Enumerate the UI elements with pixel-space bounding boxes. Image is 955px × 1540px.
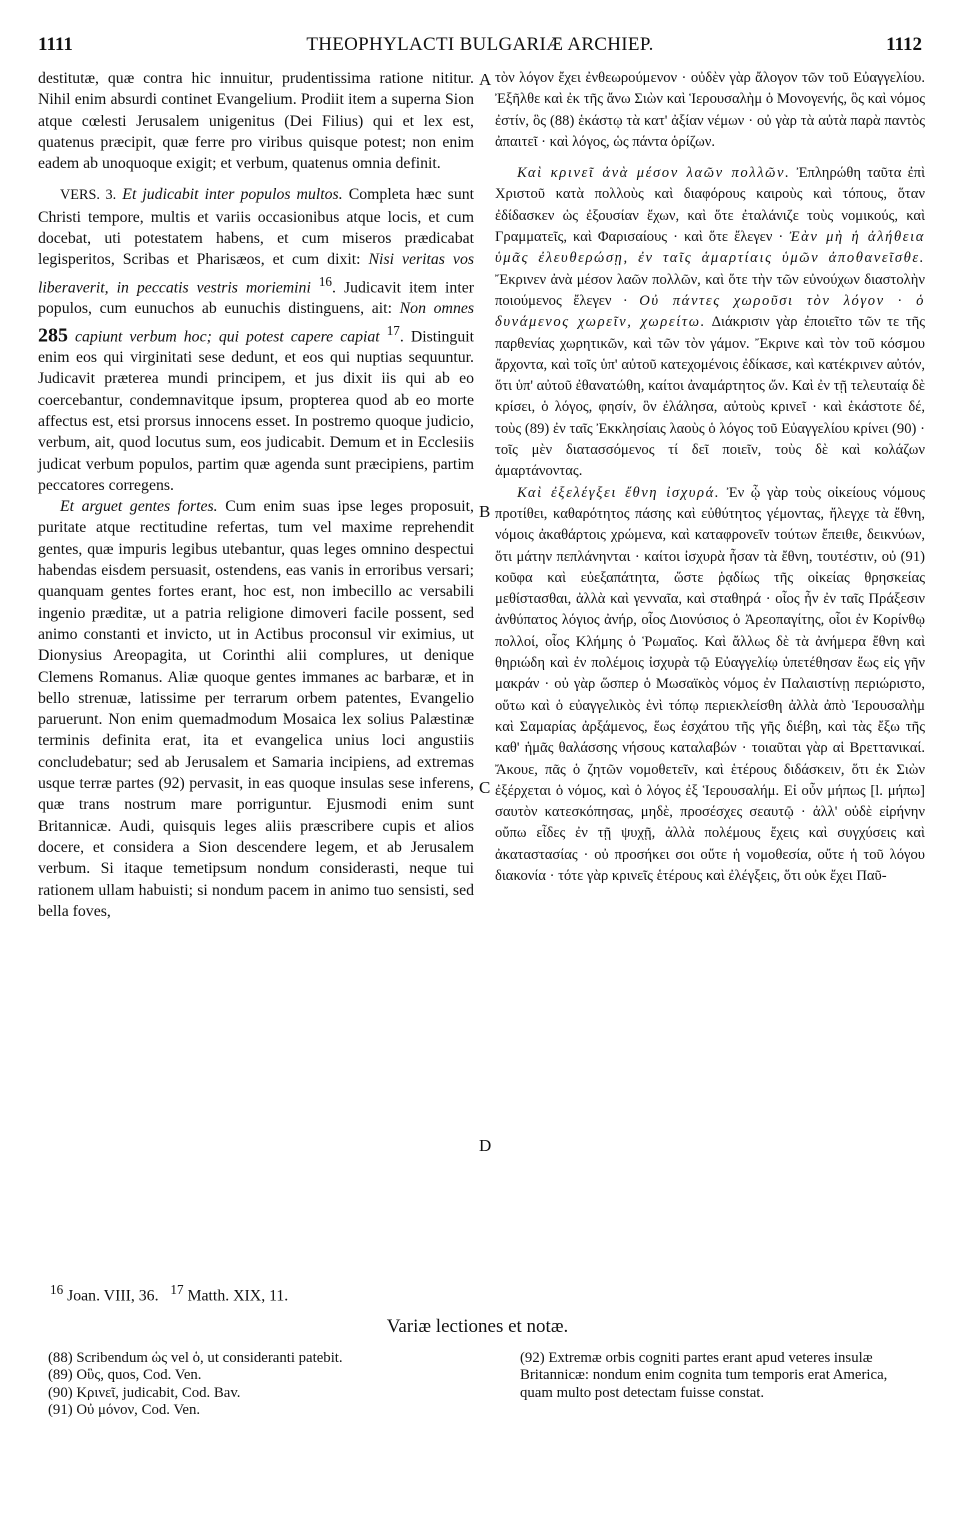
greek-quote-1: Ἐὰν μὴ ἡ ἀλήθεια ὑμᾶς ἐλευθερώσῃ, ἐν ταῖς ἁμαρτίαις ὑμῶν ἀποθανεῖσθε.: [495, 229, 925, 267]
right-column-number: 1112: [886, 34, 922, 55]
variae-note: (92) Extremæ orbis cogniti partes erant apud veteres insulæ Britannicæ: nondum enim cognita tum temporis erat America, quam multo post detectam fuisse constat.: [520, 1350, 888, 1401]
margin-letter-d: D: [479, 1136, 492, 1155]
column-marker: 285: [38, 323, 68, 346]
left-column-number: 1111: [38, 34, 73, 55]
variae-note: (91) Οὐ μόνον, Cod. Ven.: [48, 1402, 201, 1419]
latin-lemma-2: Et arguet gentes fortes.: [60, 498, 218, 516]
latin-quote-2: capiunt verbum hoc; qui potest capere capiat: [75, 327, 380, 345]
greek-lemma-2: Καὶ ἐξελέγξει ἔθνη ἰσχυρά.: [517, 484, 721, 501]
page-header: [38, 34, 922, 62]
margin-letter-a: A: [479, 70, 492, 89]
variae-right: [520, 1350, 920, 1402]
running-title: THEOPHYLACTI BULGARIÆ ARCHIEP.: [306, 34, 654, 55]
footnote-text: Joan. VIII, 36.: [67, 1287, 159, 1305]
greek-column: [495, 68, 925, 887]
footnote-text: Matth. XIX, 11.: [187, 1287, 289, 1305]
footnote-num: 16: [50, 1282, 64, 1297]
variae-note: (88) Scribendum ὡς vel ὁ, ut consideranti patebit.: [48, 1350, 343, 1366]
latin-quote-1: Nisi veritas vos liberaverit, in peccatis vestris moriemini: [38, 251, 474, 296]
variae-title: Variæ lectiones et notæ.: [386, 1316, 569, 1337]
greek-lemma-1: Καὶ κρινεῖ ἀνὰ μέσον λαῶν πολλῶν.: [517, 165, 791, 182]
footnotes: [50, 1282, 470, 1305]
variae-left: [48, 1350, 468, 1420]
margin-letter-b: B: [479, 502, 491, 521]
greek-quote-2: Οὐ πάντες χωροῦσι τὸν λόγον · ὁ δυνάμενος χωρεῖν, χωρείτω.: [495, 292, 925, 331]
verse-number: VERS. 3.: [60, 187, 117, 204]
latin-lemma-1: Et judicabit inter populos multos.: [122, 186, 343, 204]
latin-column: [38, 68, 474, 922]
footnote-ref-16: 16: [318, 273, 332, 289]
latin-paragraph-3: Et arguet gentes fortes. Cum enim suas ipse leges proposuit, puritate atque rectitudine refertas, tum vel maxime reprehendit gentes, quæ impuris legibus utebantur, quas leges omnino despectui habendas eisdem persuasit, ostendens, eas vanis in erroribus versari; quanquam gentes fortes erant, hoc est, non imbecillo ac versabili ingenio præditæ, ut a patria religione dimoveri facile possent, sed animo constanti et invicto, ut in Actibus proconsul vir eximius, ut Dionysius Areopagita, ut Corinthi alii complures, ut denique Clemens Romanus. Aliæ quoque gentes immanes ac barbaræ, et in bello strenuæ, latissime per terrarum orbem patentes, Evangelio paruerunt. Non enim quemadmodum Mosaica lex solius Palæstinæ terminis definita erat, ita et evangelica unius loci angustiis concludebatur; sed ab Jerusalem et Samaria incipiens, ad extremas usque terræ partes (92) pervasit, in eas quoque insulas sese inferens, quæ trans nostrum mare porriguntur. Ejusmodi enim sunt Britannicæ. Audi, quisquis leges aliis præscribere cupis et alios docere, et considera a Sion descendere legem, et ab Jerusalem verbum. Si itaque temetipsum nondum considerasti, neque tui rationem ullam habuisti; si nondum pacem in animo tuo sensisti, sed bella foves,: [38, 498, 474, 920]
greek-paragraph-2: Καὶ κρινεῖ ἀνὰ μέσον λαῶν πολλῶν. Ἐπληρώθη ταῦτα ἐπὶ Χριστοῦ κατὰ πολλοὺς καὶ διαφόρους καιροὺς καὶ τόπους, ὅταν ἐδίδασκεν ὡς ἐξουσίαν ἔχων, καὶ ὅτε ἐταλάνιζε τοὺς νομικούς, καὶ Γραμματεῖς, καὶ Φαρισαίους · καὶ ὅτε ἔλεγεν · Ἐὰν μὴ ἡ ἀλήθεια ὑμᾶς ἐλευθερώσῃ, ἐν ταῖς ἁμαρτίαις ὑμῶν ἀποθανεῖσθε. Ἔκρινεν ἀνὰ μέσον λαῶν πολλῶν, καὶ ὅτε τὴν τῶν εὐνούχων διαστολὴν ποιούμενος ἔλεγεν · Οὐ πάντες χωροῦσι τὸν λόγον · ὁ δυνάμενος χωρεῖν, χωρείτω. Διάκρισιν γὰρ ἐποιεῖτο τῶν τε τῆς παρθενίας χωρητικῶν, καὶ τῶν τὸν γάμον. Ἔκρινε καὶ τὸν τοῦ κόσμου ἄρχοντα, καὶ τοῖς ὑπ' αὐτοῦ κατεχομένοις ἐδίκασε, καὶ κατέκρινεν αὐτόν, ὅτι ὑπ' αὐτοῦ ἐθανατώθη, καίτοι ἀναμάρτητος ὤν. Καὶ ἐν τῇ τελευταίᾳ δὲ κρίσει, ὁ λόγος, φησίν, ὃν ἐλάλησα, αὐτοὺς κρινεῖ · καὶ ἑκάστοτε δέ, τοὺς (89) ἐν ταῖς Ἐκκλησίαις λαοὺς ὁ λόγος τοῦ Εὐαγγελίου κρίνει (90) · τοῖς μὲν διατασσόμενος τί δεῖ ποιεῖν, τοὺς δὲ καὶ κολάζων ἁμαρτάνοντας.: [495, 165, 926, 480]
margin-letter-c: C: [479, 778, 491, 797]
latin-paragraph-1: destitutæ, quæ contra hic innuitur, prudentissima ratione nititur. Nihil enim absurdi continet Evangelium. Prodiit item a superna Sion atque cœlesti Jerusalem unigenitus (Dei Filius) qui et lex est, quatenus præcipit, quæ ferre pro viribus quisque potest; non enim eadem ab unoquoque exigit; et verbum, quatenus omnia definit.: [38, 70, 474, 173]
greek-paragraph-1: τὸν λόγον ἔχει ἐνθεωρούμενον · οὐδὲν γὰρ ἄλογον τῶν τοῦ Εὐαγγελίου. Ἐξῆλθε καὶ ἐκ τῆς ἄνω Σιὼν καὶ Ἱερουσαλὴμ ὁ Μονογενής, ὃς καὶ νόμος ἐστίν, ὃς (88) ἑκάστῳ τὰ κατ' ἀξίαν νέμων · οὐ γὰρ τὰ αὐτὰ παρὰ παντὸς ἀπαιτεῖ · καὶ λόγος, ὡς πάντα ὁρίζων.: [495, 70, 925, 150]
greek-paragraph-3: Καὶ ἐξελέγξει ἔθνη ἰσχυρά. Ἐν ᾧ γὰρ τοὺς οἰκείους νόμους προτίθει, καθαρότητος πάσης καὶ εὐθύτητος γέμοντας, ἤλεγχε τὰ ἔθνη, νόμοις ἀκαθάρτοις χρώμενα, καὶ καταφρονεῖν τούτων ἔπειθε, δεικνύων, ὅτι μάτην πεπλάνηνται · καίτοι ἰσχυρὰ ἦσαν τὰ ἔθνη, τουτέστιν, οὐ (91) κοῦφα καὶ εὐεξαπάτητα, ὥστε ῥᾳδίως τῆς οἰκείας θρησκείας μεθίστασθαι, ἀλλὰ καὶ γενναῖα, καὶ σταθηρά · οἷος ἦν ἐν ταῖς Πράξεσιν ἀνθύπατος λόγιος ἀνήρ, οἷος Διονύσιος ὁ Ἀρεοπαγίτης, οἷοι ἐν Κορίνθῳ πολλοί, οἷος Κλήμης ὁ Ῥωμαῖος. Καὶ ἄλλως δὲ τὰ ἀνήμερα ἔθνη καὶ θηριώδη καὶ ἐν πολέμοις ἰσχυρὰ τῷ Εὐαγγελίῳ ὑπετέθησαν ἕως εἰς γῆν μακράν · οὐ γὰρ ὥσπερ ὁ Μωσαϊκὸς νόμος ἐν Παλαιστίνῃ περιώριστο, οὕτω καὶ ὁ εὐαγγελικὸς ἑνὶ τόπῳ περιεκλείσθη ἀλλὰ ἀπὸ Ἱερουσαλὴμ καὶ Σαμαρίας ἀρξάμενος, ἕως ἐσχάτου τῆς γῆς διέβη, καὶ τὰς ἔξω τῆς καθ' ἡμᾶς θαλάσσης νήσους καταλαβών · τοιαῦται γὰρ αἱ Βρεττανικαί. Ἄκουε, πᾶς ὁ ζητῶν νομοθετεῖν, καὶ ἑτέρους διδάσκειν, ὅτι ἐκ Σιὼν ἐξέρχεται ὁ νόμος, καὶ ὁ λόγος ἐξ Ἱερουσαλήμ. Εἰ οὖν μήπως [l. μήπω] σαυτὸν κατεσκόπησας, μηδὲ, προσέσχες σεαυτῷ · ἀλλ' οὐδὲ εἰρήνην οὔπω εἶδες ἐν τῇ ψυχῇ, ἀλλὰ πολέμους ἔχεις καὶ συγχύσεις καὶ ἀκαταστασίας · οὐ προσήκει σοι οὔτε ἡ νομοθεσία, οὔτε ἡ τοῦ λόγου διακονία · τότε γὰρ κρινεῖς ἑτέρους καὶ ἐλέγξεις, ὅτι οὐκ ἔχει Παῦ-: [495, 484, 925, 884]
variae-note: (90) Κρινεῖ, judicabit, Cod. Bav.: [48, 1384, 241, 1401]
latin-paragraph-2: VERS. 3. Et judicabit inter populos multos. Completa hæc sunt Christi tempore, multis et variis occasionibus atque locis, et cum docebat, uti potestatem habens, et cum miseros prædicabat legisperitos, Scribas et Pharisæos, et cum dixit: Nisi veritas vos liberaverit, in peccatis vestris moriemini $^{16}$. Judicavit item inter populos, cum eunuchos ab eunuchis distinguens, ait: Non omnes 285 capiunt verbum hoc; qui potest capere capiat $^{17}$. Distinguit enim eos qui virginitati sese dedunt, et eos qui nuptias sequuntur. Judicavit præterea mundi principem, et jus dixit iis qui ab eo coercebantur, condemnavitque ipsum, propterea quod ab eo morte affectus est, etsi prorsus innocens esset. In postremo quoque judicio, verbum, ait, quod locutus sum, eos judicabit. Demum et in Ecclesiis judicat verbum populos, partim quæ agenda sunt præcipiens, partim peccatores corregens.: [38, 186, 475, 494]
footnote-num: 17: [170, 1282, 184, 1297]
variae-note: (89) Οὓς, quos, Cod. Ven.: [48, 1367, 202, 1384]
footnote-ref-17: 17: [386, 322, 400, 338]
